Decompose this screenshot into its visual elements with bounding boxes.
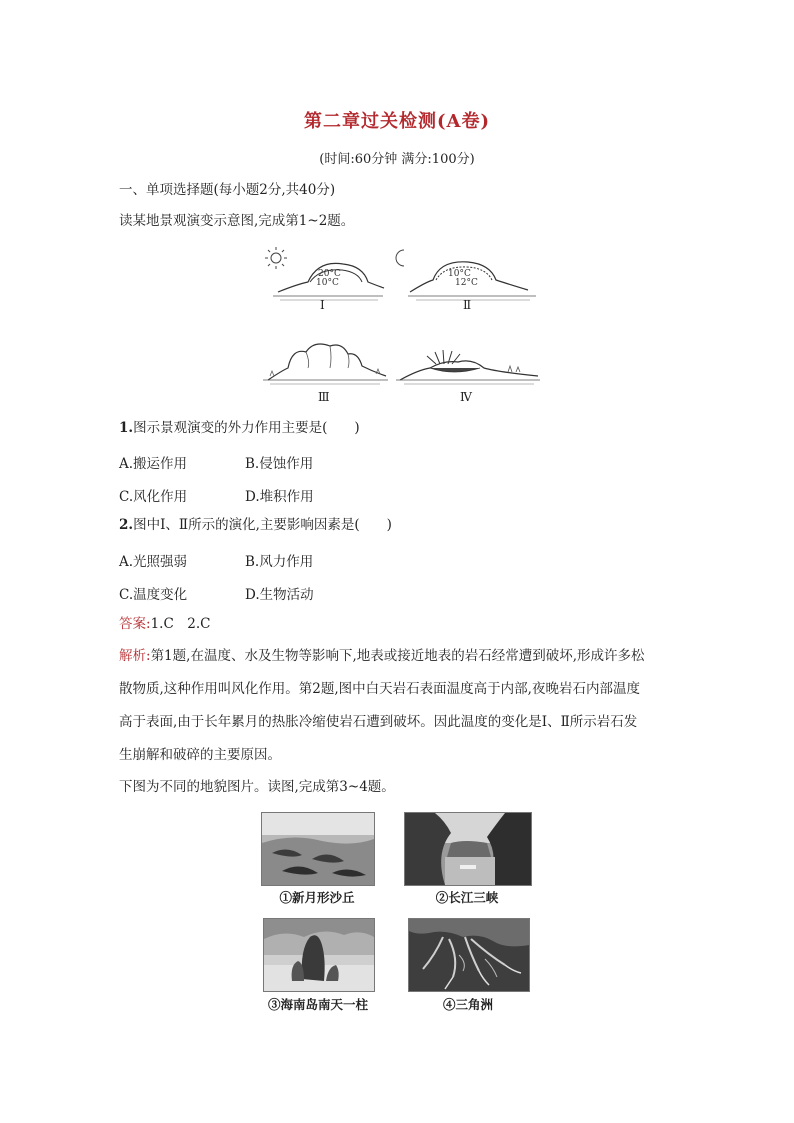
panel-label-1: Ⅰ — [320, 298, 325, 312]
answer-line — [119, 615, 210, 633]
photo-sand-dunes — [261, 812, 375, 886]
question-1-text: 图示景观演变的外力作用主要是( ) — [133, 420, 360, 436]
analysis-line-2: 散物质,这种作用叫风化作用。第2题,图中白天岩石表面温度高于内部,夜晚岩石内部温度 — [119, 681, 640, 697]
q1-option-b: B.侵蚀作用 — [245, 456, 314, 472]
panel-label-2: Ⅱ — [463, 298, 472, 312]
panel-3-drawing — [263, 344, 388, 384]
temp-inner-night: 12°C — [455, 278, 478, 288]
caption-photo-2: ②长江三峡 — [435, 890, 499, 905]
question-1 — [119, 419, 360, 437]
temp-outer-day: 20°C — [318, 269, 341, 279]
panel-label-4: Ⅳ — [460, 390, 472, 404]
analysis-line-1: 解析:第1题,在温度、水及生物等影响下,地表或接近地表的岩石经常遭到破坏,形成许多松 — [119, 648, 645, 664]
answer-text: 1.C 2.C — [150, 616, 211, 632]
analysis-label: 解析: — [119, 648, 151, 664]
section-heading: 一、单项选择题(每小题2分,共40分) — [119, 182, 336, 198]
temp-inner-day: 10°C — [316, 278, 339, 288]
panel-2-drawing — [396, 250, 536, 300]
panel-1-drawing — [265, 247, 384, 300]
q1-option-d: D.堆积作用 — [245, 489, 314, 505]
temp-outer-night: 10°C — [448, 269, 471, 279]
q2-option-c: C.温度变化 — [119, 587, 188, 603]
answer-label: 答案: — [119, 616, 151, 632]
panel-4-drawing — [396, 350, 540, 384]
photo-delta — [408, 918, 530, 992]
sun-icon — [265, 247, 287, 269]
question-2-number: 2. — [119, 517, 134, 533]
caption-photo-1: ①新月形沙丘 — [279, 890, 355, 905]
question-2-text: 图中Ⅰ、Ⅱ所示的演化,主要影响因素是( ) — [133, 517, 392, 533]
exam-info: (时间:60分钟 满分:100分) — [319, 152, 475, 167]
q2-option-a: A.光照强弱 — [119, 554, 188, 570]
photo-nantian-yizhu — [263, 918, 375, 992]
question-2 — [119, 516, 392, 534]
q1-option-a: A.搬运作用 — [119, 456, 188, 472]
question-intro-2: 下图为不同的地貌图片。读图,完成第3~4题。 — [119, 779, 395, 795]
analysis-line-4: 生崩解和破碎的主要原因。 — [119, 747, 281, 763]
caption-photo-4: ④三角洲 — [442, 997, 493, 1012]
analysis-paragraph — [119, 640, 675, 772]
analysis-line-3: 高于表面,由于长年累月的热胀冷缩使岩石遭到破坏。因此温度的变化是Ⅰ、Ⅱ所示岩石发 — [119, 714, 638, 730]
photo-three-gorges — [404, 812, 532, 886]
caption-photo-3: ③海南岛南天一柱 — [267, 997, 368, 1012]
q1-option-c: C.风化作用 — [119, 489, 188, 505]
page-title: 第二章过关检测(A卷) — [304, 111, 490, 132]
q2-option-b: B.风力作用 — [245, 554, 314, 570]
panel-label-3: Ⅲ — [318, 390, 330, 404]
moon-icon — [396, 250, 404, 266]
landscape-evolution-diagram — [258, 240, 548, 410]
question-1-number: 1. — [119, 420, 134, 436]
question-intro-1: 读某地景观演变示意图,完成第1~2题。 — [119, 213, 355, 229]
q2-option-d: D.生物活动 — [245, 587, 314, 603]
landscape-evolution-figure — [258, 240, 548, 410]
